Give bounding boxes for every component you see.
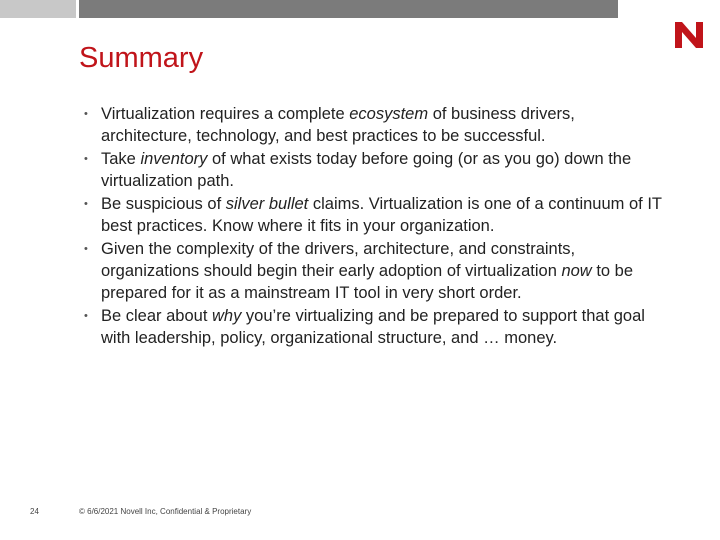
bullet-dot-icon: • xyxy=(84,310,88,322)
bullet-item xyxy=(84,148,664,192)
bullet-text: to be prepared for it as a mainstream IT tool in very short order. xyxy=(101,262,634,302)
bullet-item xyxy=(84,305,664,349)
bullet-dot-icon: • xyxy=(84,243,88,255)
bullet-item xyxy=(84,238,664,304)
page-number: 24 xyxy=(30,507,39,516)
bullet-list xyxy=(84,103,664,350)
bullet-text: Given the complexity of the drivers, architecture, and constraints, organizations should begin their early adoption of virtualization xyxy=(101,240,576,280)
bullet-text: of what exists today before going (or as you go) down the virtualization path. xyxy=(101,150,632,190)
bullet-emphasis: now xyxy=(561,262,592,280)
bullet-text: of business drivers, architecture, technology, and best practices to be successful. xyxy=(101,105,575,145)
bullet-item xyxy=(84,193,664,237)
novell-logo-icon xyxy=(672,18,706,52)
bullet-text: Take xyxy=(101,150,141,168)
bullet-text: Be suspicious of xyxy=(101,195,226,213)
bullet-dot-icon: • xyxy=(84,153,88,165)
bullet-text: Virtualization requires a complete xyxy=(101,105,350,123)
bullet-text: claims. Virtualization is one of a continuum of IT best practices. Know where it fits in your organization. xyxy=(101,195,662,235)
header-bar-right xyxy=(79,0,618,18)
bullet-item xyxy=(84,103,664,147)
bullet-emphasis: silver bullet xyxy=(225,195,309,213)
bullet-text: Be clear about xyxy=(101,307,212,325)
footer-copyright: © 6/6/2021 Novell Inc, Confidential & Proprietary xyxy=(79,507,252,516)
bullet-text: you’re virtualizing and be prepared to support that goal with leadership, policy, organizational structure, and … money. xyxy=(101,307,645,347)
bullet-emphasis: inventory xyxy=(140,150,208,168)
header-bar-left xyxy=(0,0,76,18)
bullet-dot-icon: • xyxy=(84,108,88,120)
slide-title: Summary xyxy=(79,42,204,74)
bullet-emphasis: ecosystem xyxy=(349,105,429,123)
bullet-dot-icon: • xyxy=(84,198,88,210)
bullet-emphasis: why xyxy=(212,307,242,325)
